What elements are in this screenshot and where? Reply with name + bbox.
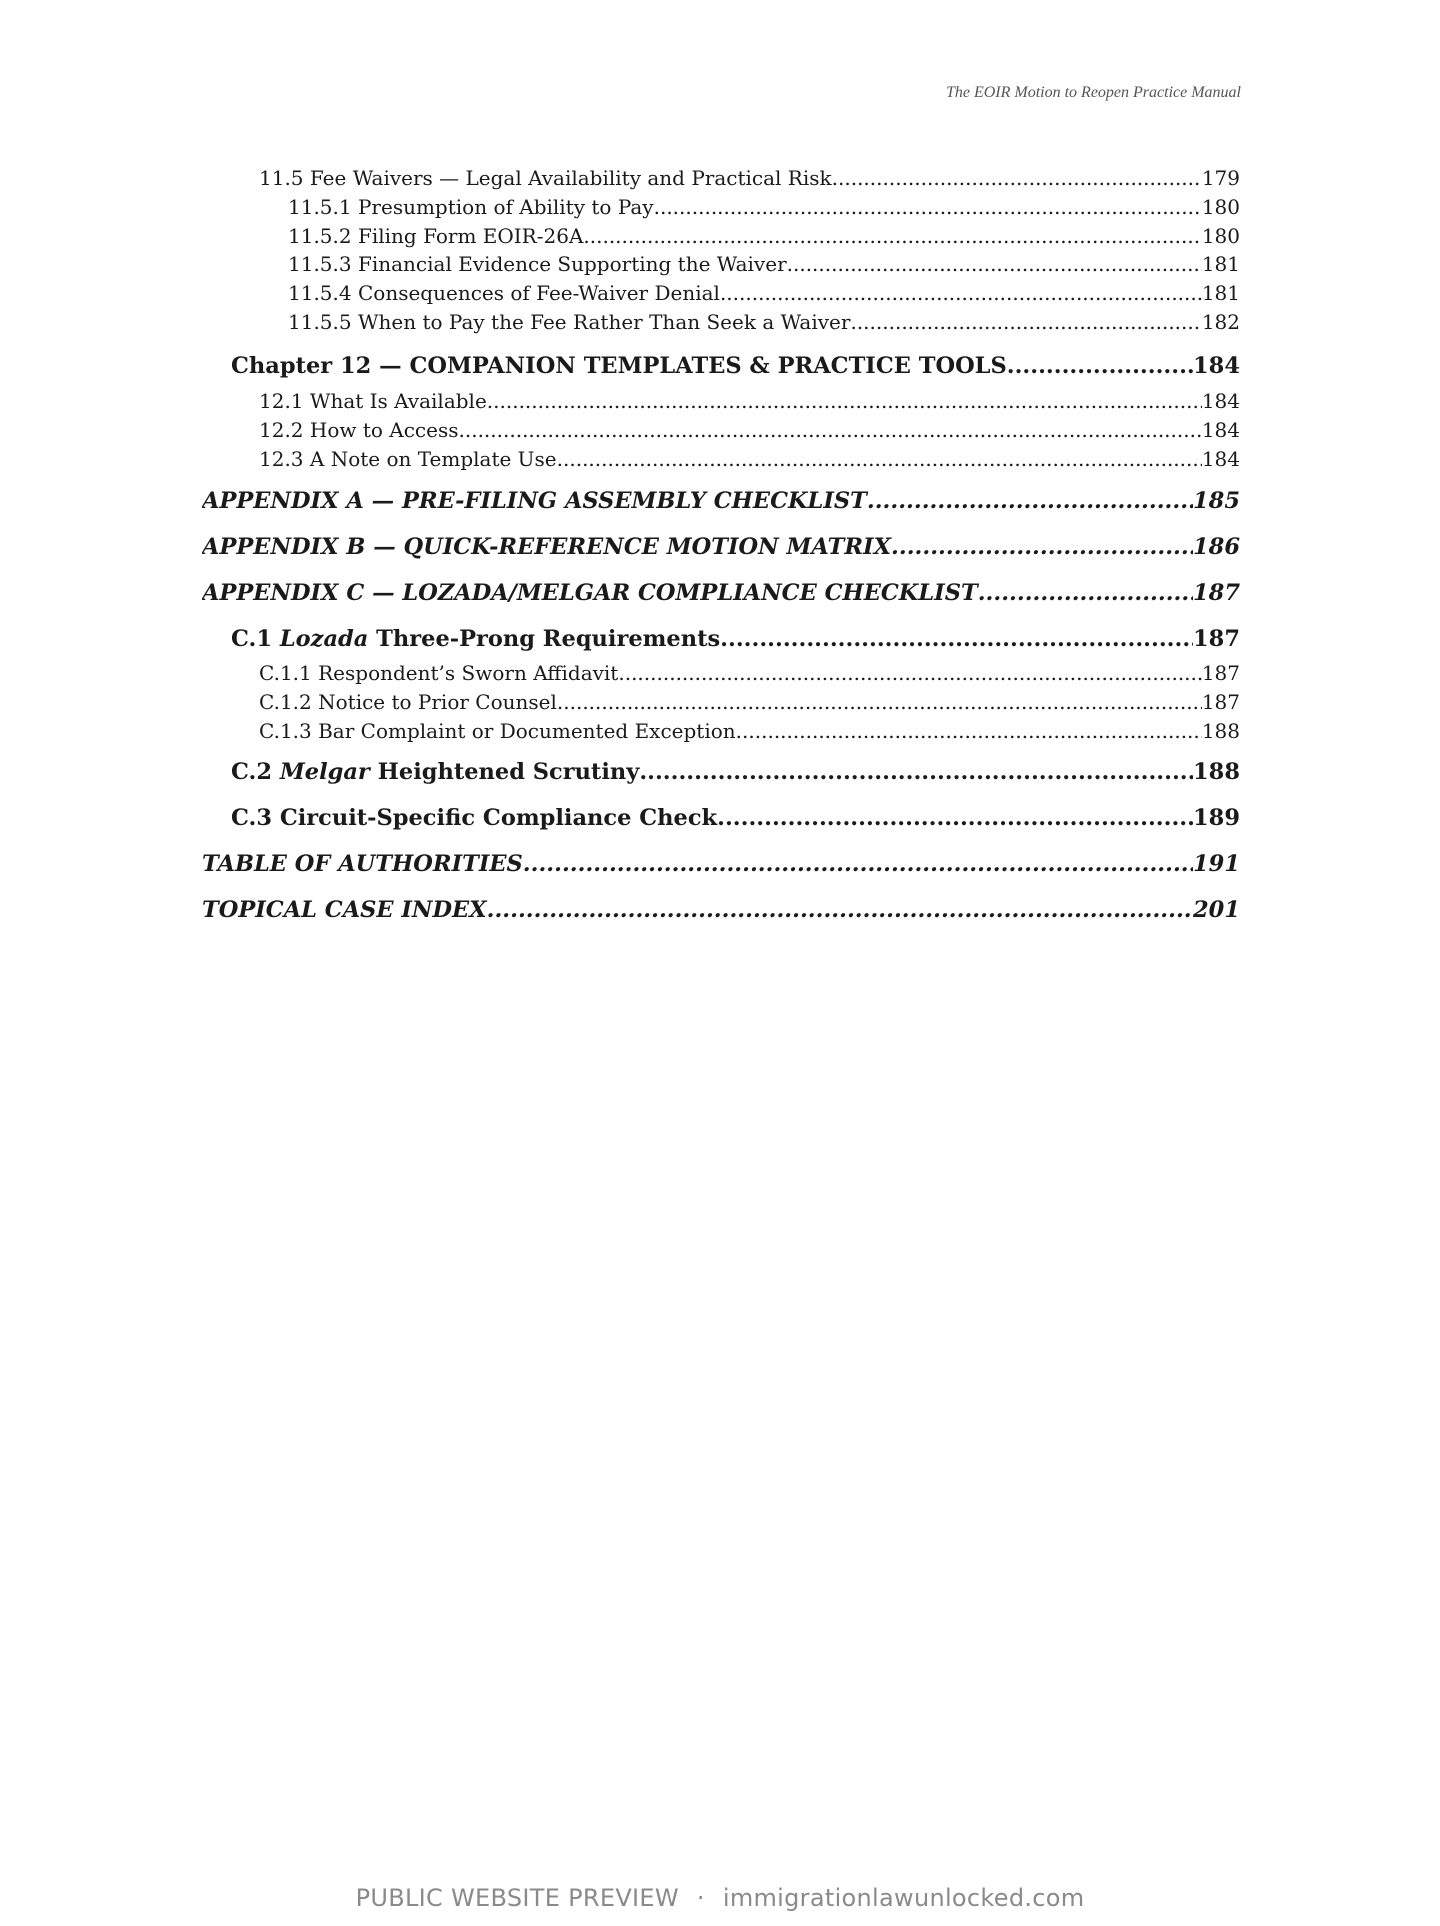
dot-leader <box>891 534 1193 560</box>
dot-leader <box>850 310 1201 334</box>
toc-entry-12-3 <box>259 447 1240 471</box>
toc-page-number: 180 <box>1201 195 1240 219</box>
toc-entry-label: APPENDIX C — LOZADA/MELGAR COMPLIANCE CHECKLIST <box>202 580 978 606</box>
dot-leader <box>523 851 1193 877</box>
toc-entry-label: 11.5 Fee Waivers — Legal Availability and Practical Risk <box>259 166 832 190</box>
toc-entry-label: 11.5.2 Filing Form EOIR-26A <box>288 224 584 248</box>
toc-entry-12-2 <box>259 418 1240 442</box>
toc-entry-label: C.1.1 Respondent’s Sworn Affidavit <box>259 661 619 685</box>
toc-entry-c-1-3 <box>259 719 1240 743</box>
dot-leader <box>459 418 1202 442</box>
dot-leader <box>720 626 1193 652</box>
toc-entry-label: 12.3 A Note on Template Use <box>259 447 557 471</box>
toc-page-number: 184 <box>1201 447 1240 471</box>
toc-entry-prefix: C.1 <box>231 626 280 652</box>
toc-entry-label: APPENDIX A — PRE-FILING ASSEMBLY CHECKLIST <box>202 488 867 514</box>
toc-entry-c-1-2 <box>259 690 1240 714</box>
toc-page-number: 187 <box>1193 580 1240 606</box>
toc-entry-suffix: Heightened Scrutiny <box>369 759 640 785</box>
toc-page-number: 184 <box>1193 353 1240 379</box>
dot-leader <box>583 224 1201 248</box>
toc-entry-label: C.3 Circuit-Specific Compliance Check <box>231 805 718 831</box>
toc-page-number: 181 <box>1201 252 1240 276</box>
toc-entry-label: APPENDIX B — QUICK-REFERENCE MOTION MATRIX <box>202 534 892 560</box>
toc-entry-prefix: C.2 <box>231 759 280 785</box>
toc-entry-label: 11.5.3 Financial Evidence Supporting the Waiver <box>288 252 787 276</box>
toc-entry-label: 11.5.5 When to Pay the Fee Rather Than Seek a Waiver <box>288 310 851 334</box>
dot-leader <box>487 389 1202 413</box>
toc-entry-case-name: Melgar <box>279 759 370 785</box>
dot-leader <box>978 580 1193 606</box>
toc-entry-label: 11.5.1 Presumption of Ability to Pay <box>288 195 654 219</box>
toc-entry-case-name: Lozada <box>279 626 369 652</box>
toc-page-number: 188 <box>1201 719 1240 743</box>
dot-leader <box>787 252 1202 276</box>
dot-leader <box>557 690 1202 714</box>
toc-entry-label: 11.5.4 Consequences of Fee-Waiver Denial <box>288 281 720 305</box>
toc-page-number: 179 <box>1201 166 1240 190</box>
toc-entry-table-of-authorities <box>202 851 1240 877</box>
toc-entry-label: TOPICAL CASE INDEX <box>202 897 487 923</box>
toc-entry-topical-case-index <box>202 897 1240 923</box>
dot-leader <box>618 661 1201 685</box>
toc-entry-12-1 <box>259 389 1240 413</box>
toc-page-number: 180 <box>1201 224 1240 248</box>
toc-entry-11-5 <box>259 166 1240 190</box>
toc-page-number: 187 <box>1193 626 1240 652</box>
toc-entry-label: C.1.2 Notice to Prior Counsel <box>259 690 557 714</box>
preview-watermark-footer <box>0 1884 1440 1912</box>
dot-leader <box>654 195 1202 219</box>
toc-entry-11-5-5 <box>288 310 1240 334</box>
toc-entry-label: 12.1 What Is Available <box>259 389 487 413</box>
toc-entry-11-5-4 <box>288 281 1240 305</box>
toc-entry-c-1 <box>231 626 1240 652</box>
toc-page-number: 184 <box>1201 418 1240 442</box>
footer-preview-label: PUBLIC WEBSITE PREVIEW <box>355 1884 679 1912</box>
toc-entry-appendix-b <box>202 534 1240 560</box>
toc-page-number: 181 <box>1201 281 1240 305</box>
dot-leader <box>639 759 1193 785</box>
toc-entry-c-3 <box>231 805 1240 831</box>
toc-page-number: 191 <box>1193 851 1240 877</box>
toc-entry-c-1-1 <box>259 661 1240 685</box>
toc-entry-11-5-2 <box>288 224 1240 248</box>
dot-leader <box>867 488 1193 514</box>
toc-entry-c-2 <box>231 759 1240 785</box>
toc-page-number: 185 <box>1193 488 1240 514</box>
dot-leader <box>557 447 1202 471</box>
toc-page-number: 186 <box>1193 534 1240 560</box>
toc-entry-label: C.1.3 Bar Complaint or Documented Exception <box>259 719 736 743</box>
dot-leader <box>832 166 1202 190</box>
toc-page-number: 187 <box>1201 690 1240 714</box>
dot-leader <box>717 805 1193 831</box>
toc-entry-suffix: Three-Prong Requirements <box>368 626 721 652</box>
toc-entry-label: TABLE OF AUTHORITIES <box>202 851 523 877</box>
dot-leader <box>1007 353 1193 379</box>
toc-entry-label: 12.2 How to Access <box>259 418 459 442</box>
toc-entry-11-5-3 <box>288 252 1240 276</box>
toc-entry-label <box>231 759 639 785</box>
toc-page-number: 201 <box>1193 897 1240 923</box>
toc-page-number: 189 <box>1193 805 1240 831</box>
footer-website-link[interactable]: immigrationlawunlocked.com <box>722 1884 1085 1912</box>
toc-page-number: 187 <box>1201 661 1240 685</box>
dot-leader <box>720 281 1202 305</box>
toc-entry-chapter-12 <box>231 353 1240 379</box>
toc-entry-label: Chapter 12 — COMPANION TEMPLATES & PRACTICE TOOLS <box>231 353 1007 379</box>
toc-page-number: 182 <box>1201 310 1240 334</box>
toc-entry-appendix-c <box>202 580 1240 606</box>
footer-separator: · <box>696 1884 705 1912</box>
toc-entry-appendix-a <box>202 488 1240 514</box>
toc-entry-11-5-1 <box>288 195 1240 219</box>
dot-leader <box>736 719 1202 743</box>
toc-page-number: 184 <box>1201 389 1240 413</box>
dot-leader <box>487 897 1193 923</box>
running-header: The EOIR Motion to Reopen Practice Manual <box>945 84 1241 101</box>
toc-entry-label <box>231 626 720 652</box>
toc-page-number: 188 <box>1193 759 1240 785</box>
